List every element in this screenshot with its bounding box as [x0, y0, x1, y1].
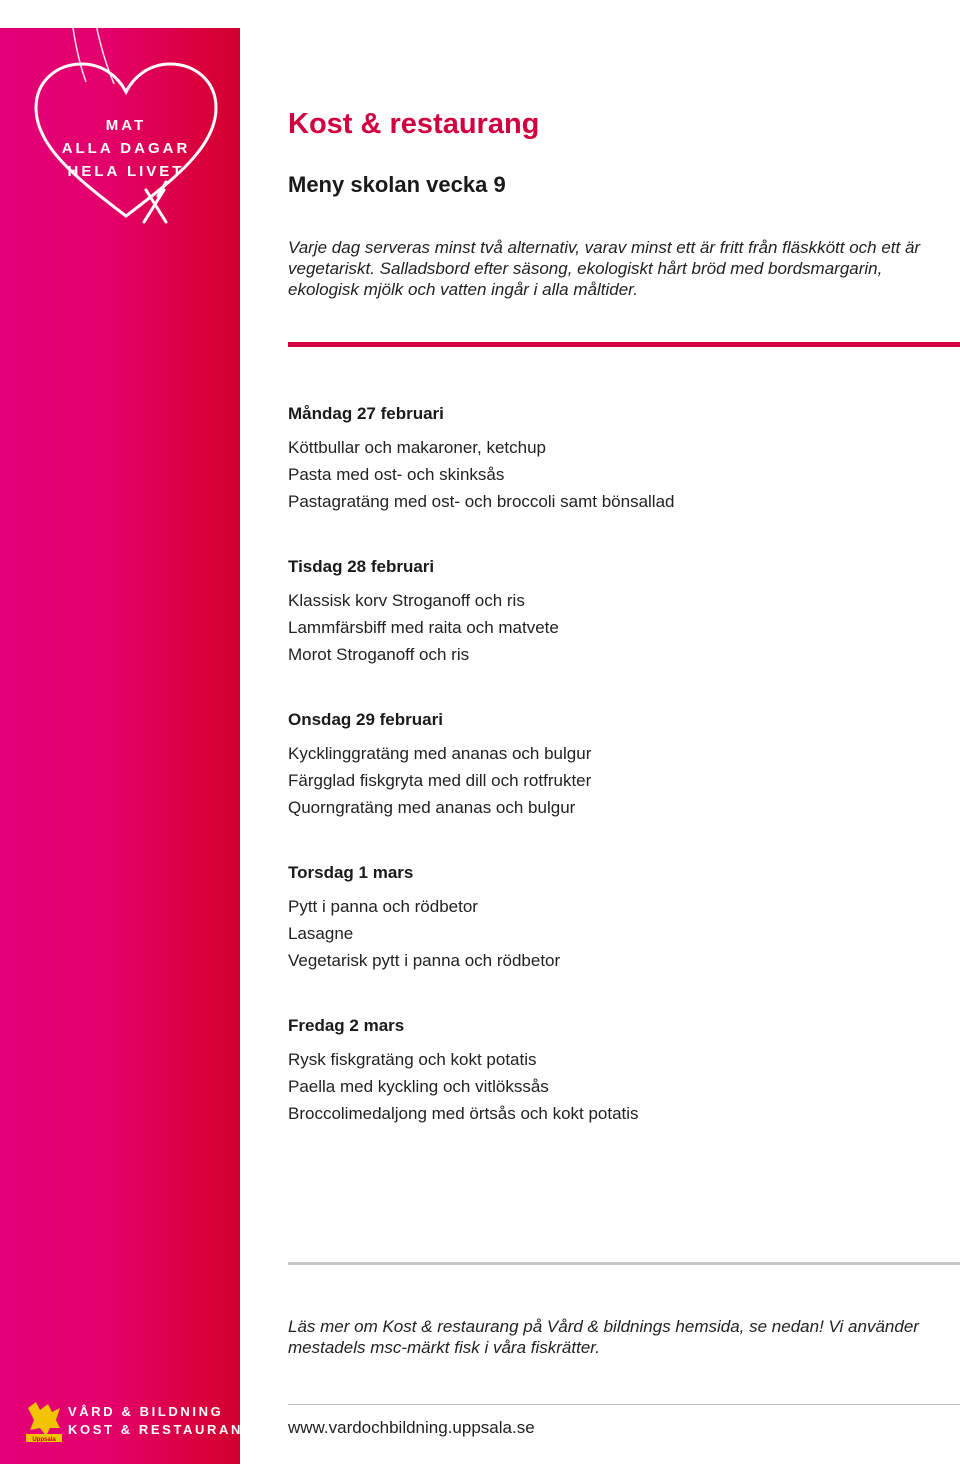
dish-item: Pasta med ost- och skinksås [288, 465, 505, 484]
heart-line-3: HELA LIVET [67, 163, 185, 180]
dish-item: Lammfärsbiff med raita och matvete [288, 618, 559, 637]
dish-item: Pytt i panna och rödbetor [288, 897, 478, 916]
page-subtitle: Meny skolan vecka 9 [288, 172, 506, 197]
dish-item: Broccolimedaljong med örtsås och kokt potatis [288, 1104, 639, 1123]
day-title: Tisdag 28 februari [288, 557, 435, 576]
day-monday [288, 404, 948, 515]
dish-item: Morot Stroganoff och ris [288, 645, 470, 664]
day-tuesday [288, 557, 948, 668]
dish-item: Kycklinggratäng med ananas och bulgur [288, 744, 592, 763]
lion-crest-icon [24, 1398, 64, 1444]
dish-item: Lasagne [288, 924, 354, 943]
intro-text: Varje dag serveras minst två alternativ, varav minst ett är fritt från fläskkött och ett är vegetariskt. Salladsbord efter säsong, ekologiskt hårt bröd med bordsmargarin, ekologisk mjölk och vatten ingår i alla måltider. [288, 238, 921, 299]
dish-item: Paella med kyckling och vitlökssås [288, 1077, 549, 1096]
cutlery-icon [144, 182, 166, 222]
accent-divider [288, 342, 960, 347]
day-title: Onsdag 29 februari [288, 710, 443, 729]
dish-item: Vegetarisk pytt i panna och rödbetor [288, 951, 561, 970]
heart-line-1: MAT [105, 117, 147, 134]
footer-divider [288, 1404, 960, 1405]
website-link[interactable]: www.vardochbildning.uppsala.se [288, 1418, 535, 1437]
day-title: Fredag 2 mars [288, 1016, 405, 1035]
main-content [288, 0, 960, 1464]
day-friday [288, 1016, 948, 1127]
dish-item: Klassisk korv Stroganoff och ris [288, 591, 525, 610]
vard-bildning-logo [24, 1398, 256, 1444]
crest-label: Uppsala [32, 1437, 56, 1443]
dish-item: Quorngratäng med ananas och bulgur [288, 798, 576, 817]
footer-note: Läs mer om Kost & restaurang på Vård & bildnings hemsida, se nedan! Vi använder mestadels msc-märkt fisk i våra fiskrätter. [288, 1317, 919, 1357]
logo-line-2: KOST & RESTAURANG [68, 1422, 256, 1437]
page-title: Kost & restaurang [288, 108, 540, 140]
dish-item: Rysk fiskgratäng och kokt potatis [288, 1050, 537, 1069]
dish-item: Pastagratäng med ost- och broccoli samt bönsallad [288, 492, 675, 511]
dish-item: Färgglad fiskgryta med dill och rotfrukter [288, 771, 592, 790]
heart-logo [26, 0, 226, 240]
logo-line-1: VÅRD & BILDNING [68, 1404, 224, 1419]
day-thursday [288, 863, 948, 974]
section-divider [288, 1262, 960, 1265]
day-title: Torsdag 1 mars [288, 863, 414, 882]
day-wednesday [288, 710, 948, 821]
dish-item: Köttbullar och makaroner, ketchup [288, 438, 546, 457]
day-title: Måndag 27 februari [288, 404, 444, 423]
heart-line-2: ALLA DAGAR [61, 140, 191, 157]
sidebar-band [0, 28, 240, 1464]
